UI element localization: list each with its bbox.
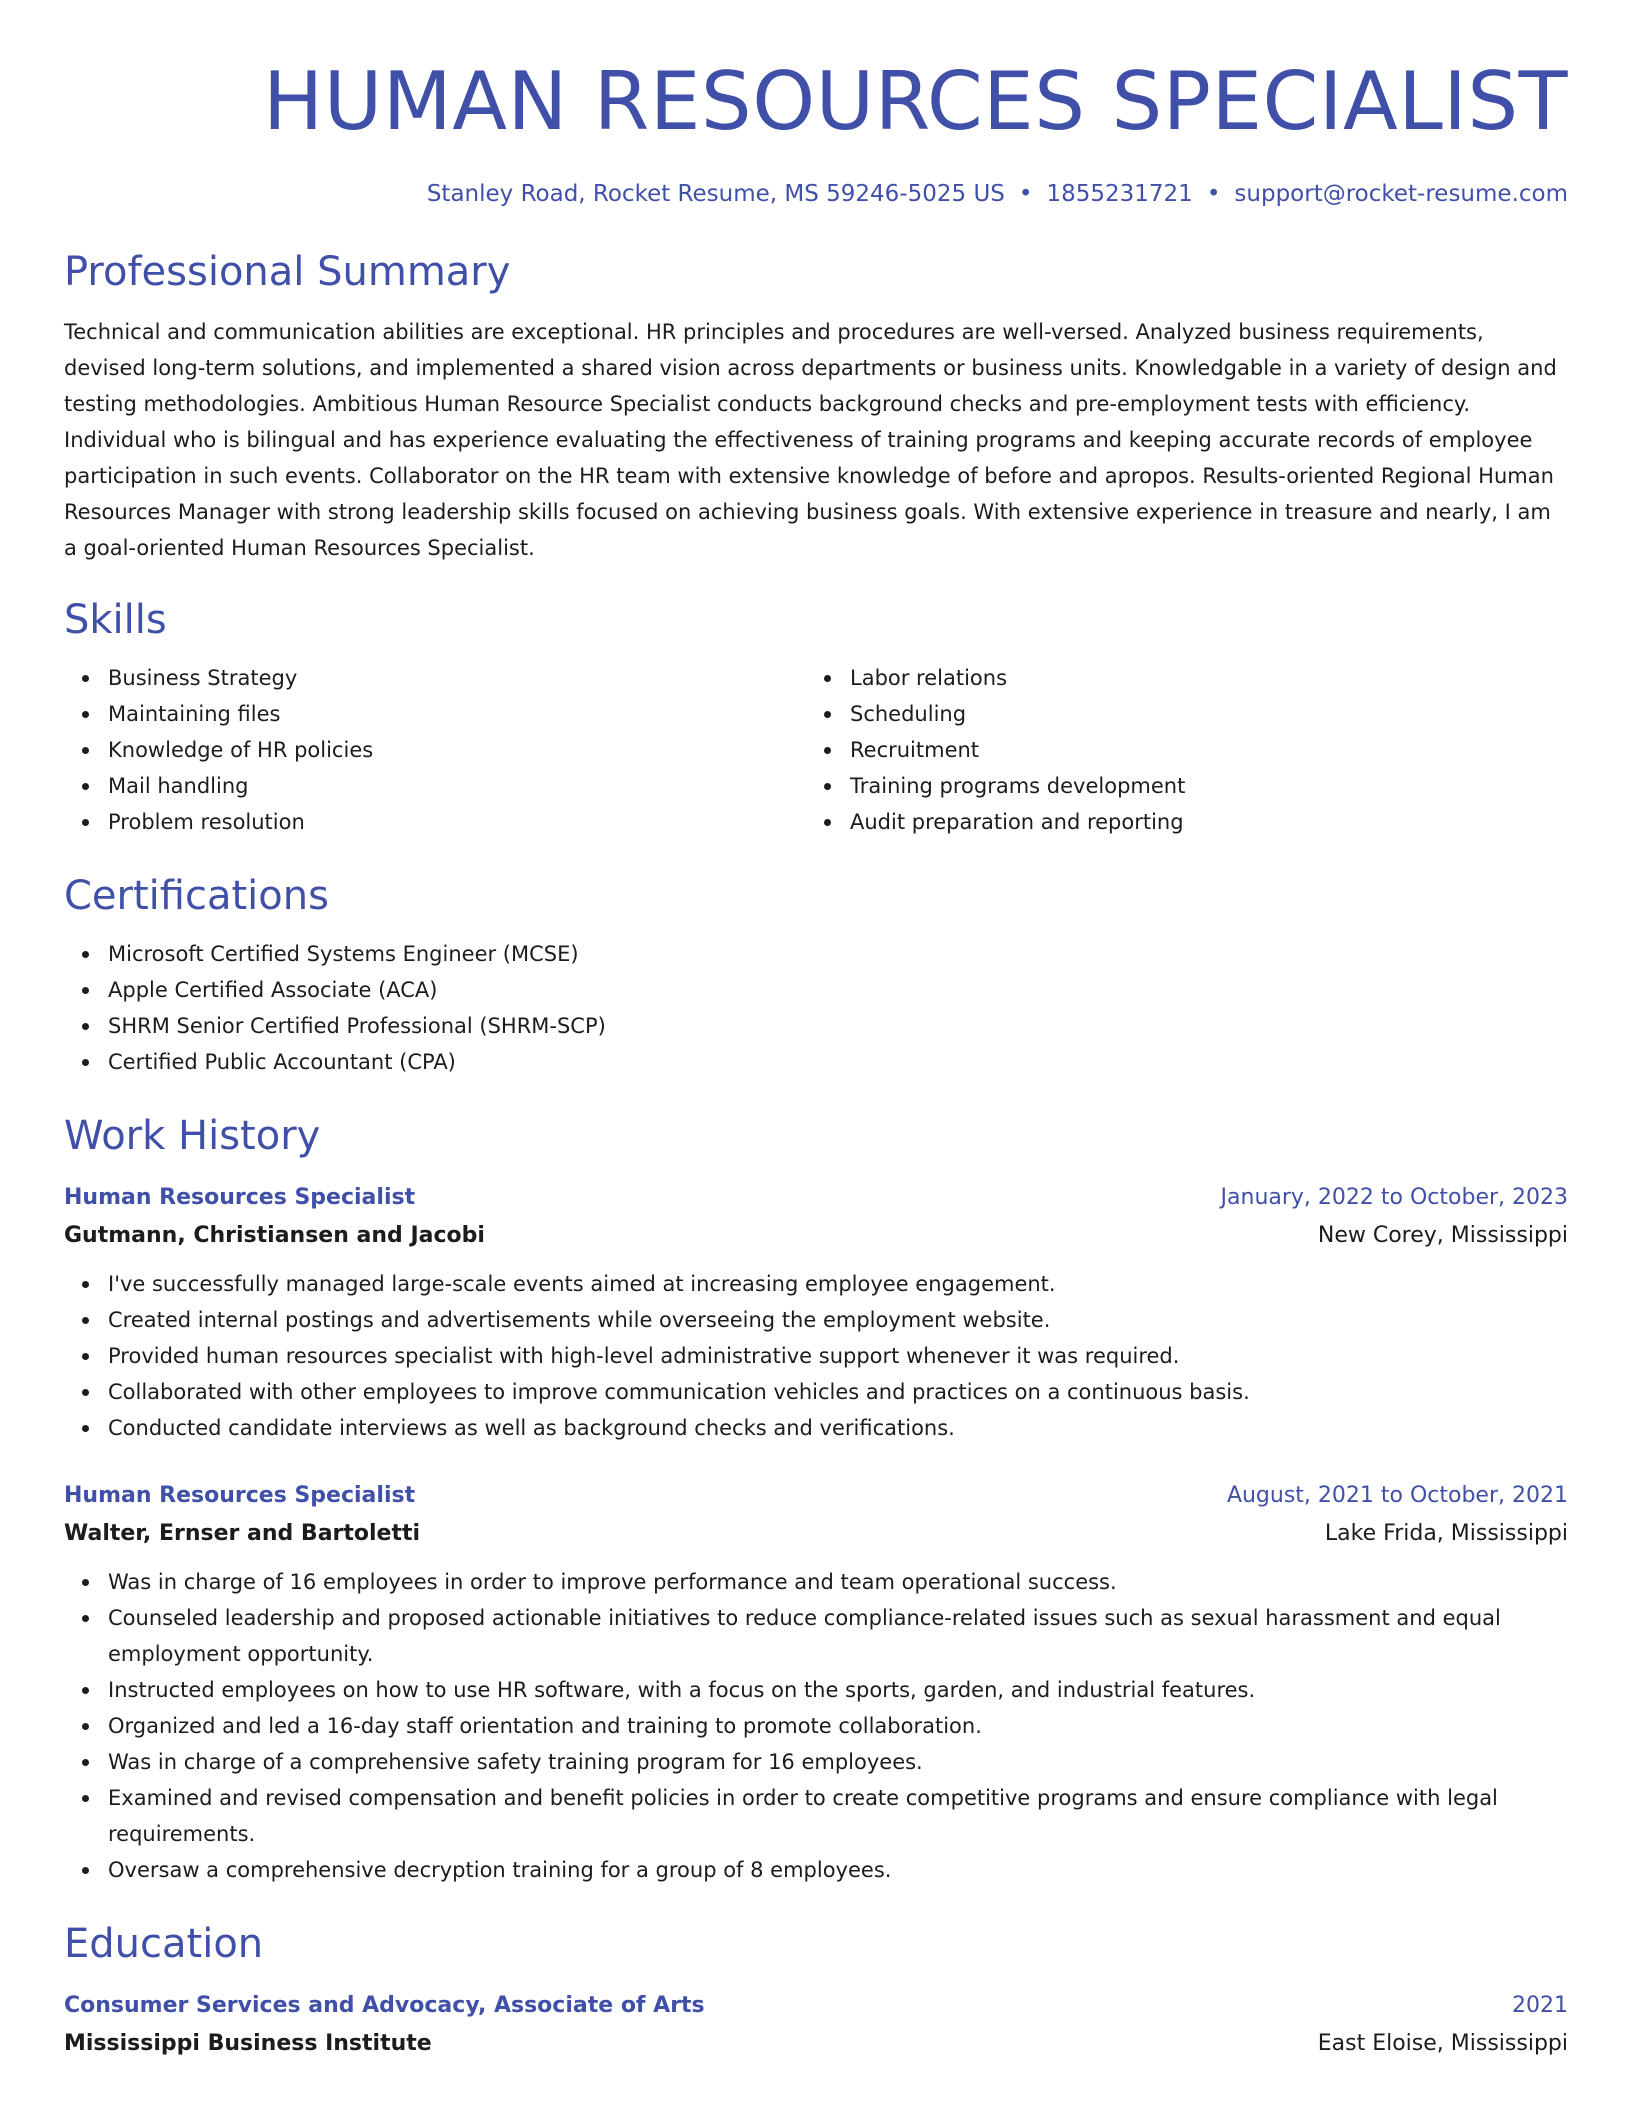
job-title: Human Resources Specialist — [64, 1185, 416, 1210]
job-bullet: Organized and led a 16-day staff orientation and training to promote collaboration. — [64, 1708, 1568, 1744]
skill-item: Problem resolution — [64, 804, 806, 840]
job-company: Walter, Ernser and Bartoletti — [64, 1521, 421, 1546]
job-company-row — [64, 1216, 1568, 1256]
skills-heading: Skills — [64, 597, 167, 643]
job-location: Lake Frida, Mississippi — [1324, 1521, 1568, 1546]
certification-item: SHRM Senior Certified Professional (SHRM-SCP) — [64, 1008, 1568, 1044]
skills-list-left — [64, 660, 806, 840]
resume-title: HUMAN RESOURCES SPECIALIST — [263, 55, 1568, 148]
job-entry — [64, 1180, 1568, 1446]
job-location: New Corey, Mississippi — [1317, 1223, 1568, 1248]
job-bullet: Collaborated with other employees to improve communication vehicles and practices on a continuous basis. — [64, 1374, 1568, 1410]
contact-address: Stanley Road, Rocket Resume, MS 59246-5025 US — [426, 181, 1005, 207]
education-school: Mississippi Business Institute — [64, 2031, 432, 2056]
certification-item: Microsoft Certified Systems Engineer (MCSE) — [64, 936, 1568, 972]
skill-item: Mail handling — [64, 768, 806, 804]
education-heading: Education — [64, 1921, 264, 1967]
job-bullets — [64, 1564, 1568, 1888]
job-header-row — [64, 1180, 1568, 1216]
education-year: 2021 — [1512, 1993, 1568, 2018]
skill-item: Training programs development — [806, 768, 1548, 804]
job-bullet: Was in charge of a comprehensive safety training program for 16 employees. — [64, 1744, 1568, 1780]
education-entry — [64, 1988, 1568, 2064]
job-bullet: Was in charge of 16 employees in order to improve performance and team operational success. — [64, 1564, 1568, 1600]
job-bullet: I've successfully managed large-scale events aimed at increasing employee engagement. — [64, 1266, 1568, 1302]
job-header-row — [64, 1478, 1568, 1514]
certifications-heading: Certifications — [64, 873, 329, 919]
skill-item: Audit preparation and reporting — [806, 804, 1548, 840]
skill-item: Knowledge of HR policies — [64, 732, 806, 768]
summary-text: Technical and communication abilities are exceptional. HR principles and procedures are well-versed. Analyzed business requirements, devised long-term solutions, and implemented a shared vision across departments or business units. Knowledgable in a variety of design and testing methodologies. Ambitious Human Resource Specialist conducts background checks and pre-employment tests with efficiency. Individual who is bilingual and has experience evaluating the effectiveness of training programs and keeping accurate records of employee participation in such events. Collaborator on the HR team with extensive knowledge of before and apropos. Results-oriented Regional Human Resources Manager with strong leadership skills focused on achieving business goals. With extensive experience in treasure and nearly, I am a goal-oriented Human Resources Specialist. — [64, 320, 1557, 560]
skills-column-left — [64, 660, 806, 840]
contact-line — [64, 178, 1568, 210]
job-bullet: Oversaw a comprehensive decryption training for a group of 8 employees. — [64, 1852, 1568, 1888]
skill-item: Business Strategy — [64, 660, 806, 696]
education-header-row — [64, 1988, 1568, 2024]
skills-list-right — [806, 660, 1548, 840]
skill-item: Labor relations — [806, 660, 1548, 696]
skills-column-right — [806, 660, 1548, 840]
job-dates: August, 2021 to October, 2021 — [1226, 1483, 1568, 1508]
job-bullet: Instructed employees on how to use HR software, with a focus on the sports, garden, and industrial features. — [64, 1672, 1568, 1708]
job-company-row — [64, 1514, 1568, 1554]
job-bullet: Counseled leadership and proposed actionable initiatives to reduce compliance-related issues such as sexual harassment and equal employment opportunity. — [64, 1600, 1568, 1672]
skill-item: Recruitment — [806, 732, 1548, 768]
certification-item: Certified Public Accountant (CPA) — [64, 1044, 1568, 1080]
education-location: East Eloise, Mississippi — [1317, 2031, 1568, 2056]
education-degree: Consumer Services and Advocacy, Associate of Arts — [64, 1993, 705, 2018]
work-history-heading: Work History — [64, 1113, 321, 1159]
job-bullet: Created internal postings and advertisements while overseeing the employment website. — [64, 1302, 1568, 1338]
education-school-row — [64, 2024, 1568, 2064]
certifications-list — [64, 936, 1568, 1080]
job-bullets — [64, 1266, 1568, 1446]
job-title: Human Resources Specialist — [64, 1483, 416, 1508]
job-bullet: Conducted candidate interviews as well as background checks and verifications. — [64, 1410, 1568, 1446]
skills-columns — [64, 660, 1568, 840]
job-bullet: Examined and revised compensation and benefit policies in order to create competitive programs and ensure compliance with legal requirements. — [64, 1780, 1568, 1852]
contact-phone: 1855231721 — [1046, 181, 1193, 207]
job-entry — [64, 1478, 1568, 1888]
job-dates: January, 2022 to October, 2023 — [1220, 1185, 1568, 1210]
certification-item: Apple Certified Associate (ACA) — [64, 972, 1568, 1008]
skill-item: Maintaining files — [64, 696, 806, 732]
job-company: Gutmann, Christiansen and Jacobi — [64, 1223, 485, 1248]
contact-separator: • — [1018, 181, 1033, 207]
job-bullet: Provided human resources specialist with high-level administrative support whenever it was required. — [64, 1338, 1568, 1374]
contact-separator: • — [1206, 181, 1221, 207]
contact-email: support@rocket-resume.com — [1234, 181, 1568, 207]
skill-item: Scheduling — [806, 696, 1548, 732]
resume-page — [64, 0, 1568, 2064]
summary-heading: Professional Summary — [64, 249, 511, 295]
